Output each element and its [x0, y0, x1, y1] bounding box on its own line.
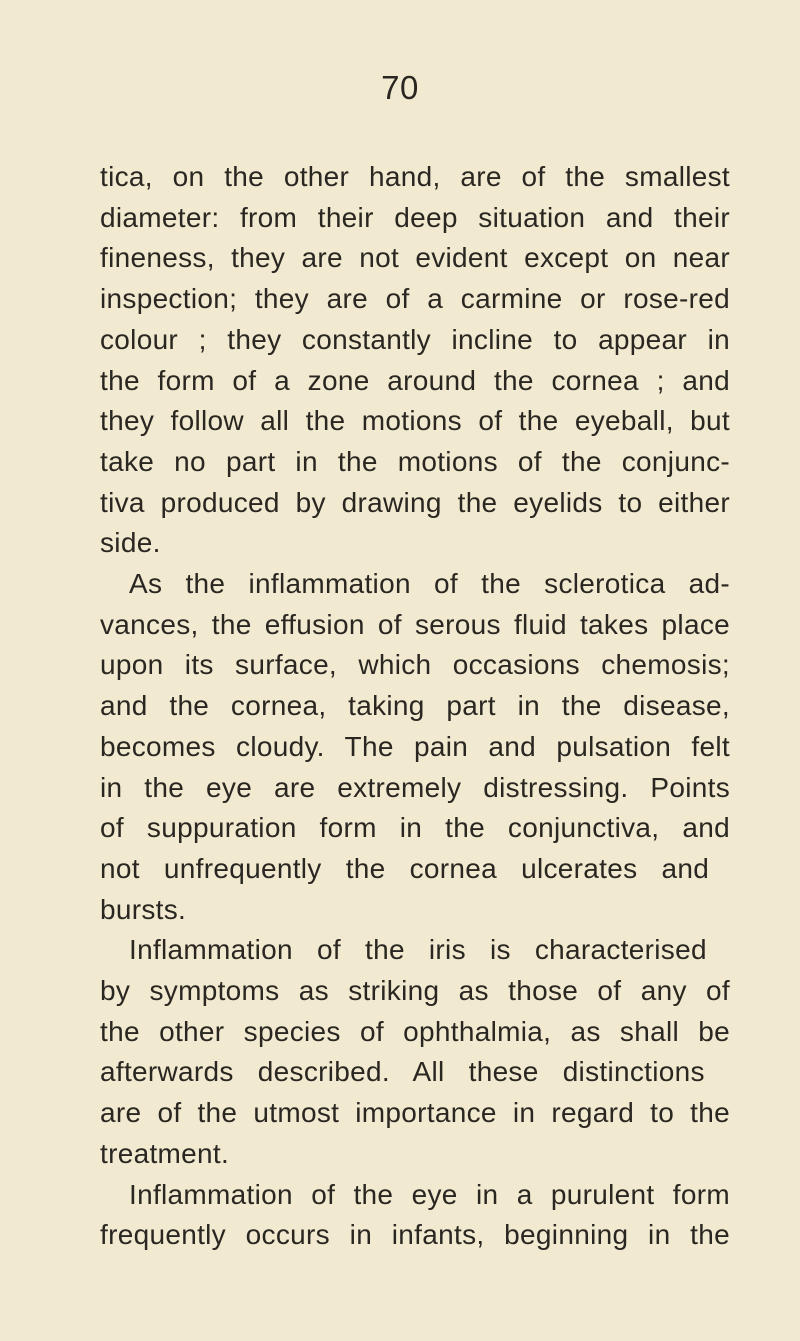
text-line: and the cornea, taking part in the disease,	[100, 690, 730, 722]
text-line: As the inflammation of the sclerotica ad-	[129, 568, 730, 599]
text-line: Inflammation of the iris is characterised	[129, 934, 707, 966]
text-line: of suppuration form in the conjunctiva, and	[100, 812, 730, 844]
text-line: by symptoms as striking as those of any of	[100, 975, 730, 1006]
text-line: tiva produced by drawing the eyelids to either	[100, 486, 730, 518]
text-line: treatment.	[100, 1137, 230, 1169]
text-line: colour ; they constantly incline to appear in	[100, 323, 730, 355]
text-line: inspection; they are of a carmine or rose-red	[100, 283, 730, 315]
text-line: the form of a zone around the cornea ; and	[100, 364, 730, 396]
text-line: afterwards described. All these distinctions	[100, 1056, 705, 1088]
text-line: bursts.	[100, 893, 187, 925]
text-line: side.	[100, 527, 161, 559]
text-line: they follow all the motions of the eyeball, but	[100, 405, 730, 437]
text-line: vances, the effusion of serous fluid takes place	[100, 608, 730, 640]
text-line: the other species of ophthalmia, as shall be	[100, 1015, 730, 1047]
text-line: frequently occurs in infants, beginning in the	[100, 1219, 730, 1251]
text-line: upon its surface, which occasions chemosis;	[100, 649, 730, 681]
text-line: tica, on the other hand, are of the smallest	[100, 161, 730, 192]
text-line: fineness, they are not evident except on near	[100, 242, 730, 274]
text-line: are of the utmost importance in regard to the	[100, 1097, 730, 1129]
text-line: in the eye are extremely distressing. Points	[100, 771, 730, 803]
text-line: becomes cloudy. The pain and pulsation felt	[100, 730, 730, 762]
text-line: Inflammation of the eye in a purulent form	[129, 1178, 730, 1210]
text-line: take no part in the motions of the conjunc-	[100, 445, 730, 477]
page-number: 70	[381, 69, 419, 106]
text-line: diameter: from their deep situation and their	[100, 201, 730, 233]
text-line: not unfrequently the cornea ulcerates and	[100, 852, 710, 884]
